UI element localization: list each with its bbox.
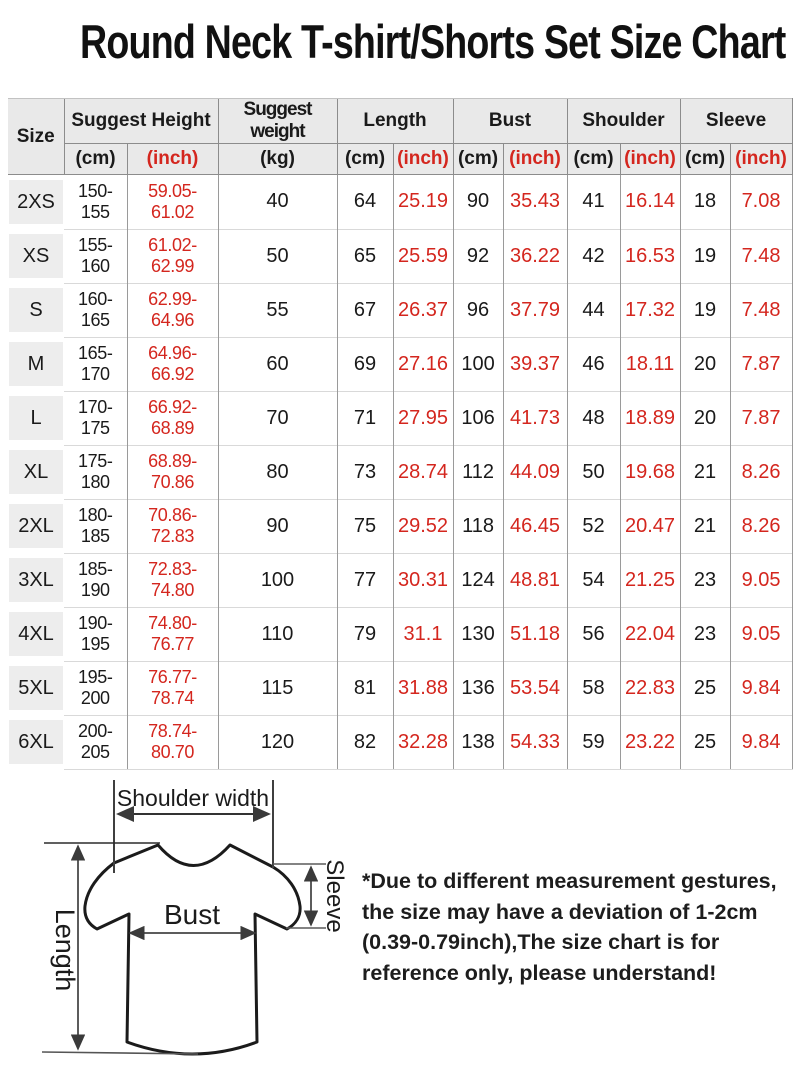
table-row	[8, 553, 792, 607]
size-label: XL	[9, 450, 63, 494]
value-cell: 96	[453, 283, 503, 337]
value-cell: 44	[567, 283, 620, 337]
value-cell: 170-175	[64, 391, 127, 445]
value-cell: 8.26	[730, 445, 792, 499]
value-cell: 18.11	[620, 337, 680, 391]
value-cell: 22.83	[620, 661, 680, 715]
value-cell: 25	[680, 715, 730, 769]
size-cell	[8, 283, 64, 337]
value-cell: 51.18	[503, 607, 567, 661]
value-cell: 138	[453, 715, 503, 769]
value-cell: 9.05	[730, 607, 792, 661]
size-label: 2XL	[9, 504, 63, 548]
size-cell	[8, 661, 64, 715]
unit-sleeve-inch: (inch)	[730, 144, 792, 175]
value-cell: 66.92-68.89	[127, 391, 218, 445]
value-cell: 41.73	[503, 391, 567, 445]
value-cell: 64	[337, 175, 393, 230]
value-cell: 155-160	[64, 229, 127, 283]
value-cell: 82	[337, 715, 393, 769]
value-cell: 60	[218, 337, 337, 391]
value-cell: 25.59	[393, 229, 453, 283]
value-cell: 19.68	[620, 445, 680, 499]
value-cell: 23	[680, 607, 730, 661]
unit-height-inch: (inch)	[127, 144, 218, 175]
value-cell: 118	[453, 499, 503, 553]
unit-length-inch: (inch)	[393, 144, 453, 175]
size-label: S	[9, 288, 63, 332]
value-cell: 21.25	[620, 553, 680, 607]
tshirt-measurement-diagram	[30, 776, 360, 1072]
unit-weight-kg: (kg)	[218, 144, 337, 175]
table-row	[8, 175, 792, 230]
table-row	[8, 715, 792, 769]
length-label: Length	[50, 908, 80, 992]
value-cell: 110	[218, 607, 337, 661]
value-cell: 130	[453, 607, 503, 661]
value-cell: 36.22	[503, 229, 567, 283]
value-cell: 16.14	[620, 175, 680, 230]
value-cell: 46	[567, 337, 620, 391]
value-cell: 69	[337, 337, 393, 391]
table-row	[8, 229, 792, 283]
value-cell: 78.74-80.70	[127, 715, 218, 769]
value-cell: 7.87	[730, 391, 792, 445]
value-cell: 20	[680, 337, 730, 391]
value-cell: 90	[453, 175, 503, 230]
value-cell: 70	[218, 391, 337, 445]
value-cell: 42	[567, 229, 620, 283]
size-cell	[8, 175, 64, 230]
value-cell: 25.19	[393, 175, 453, 230]
value-cell: 9.84	[730, 661, 792, 715]
value-cell: 26.37	[393, 283, 453, 337]
value-cell: 160-165	[64, 283, 127, 337]
value-cell: 100	[218, 553, 337, 607]
value-cell: 48.81	[503, 553, 567, 607]
value-cell: 58	[567, 661, 620, 715]
size-cell	[8, 337, 64, 391]
size-label: 5XL	[9, 666, 63, 710]
value-cell: 28.74	[393, 445, 453, 499]
value-cell: 37.79	[503, 283, 567, 337]
value-cell: 180-185	[64, 499, 127, 553]
value-cell: 39.37	[503, 337, 567, 391]
value-cell: 9.84	[730, 715, 792, 769]
table-row	[8, 607, 792, 661]
value-cell: 21	[680, 445, 730, 499]
value-cell: 54.33	[503, 715, 567, 769]
value-cell: 59	[567, 715, 620, 769]
size-cell	[8, 553, 64, 607]
value-cell: 68.89-70.86	[127, 445, 218, 499]
value-cell: 70.86-72.83	[127, 499, 218, 553]
value-cell: 40	[218, 175, 337, 230]
value-cell: 185-190	[64, 553, 127, 607]
unit-length-cm: (cm)	[337, 144, 393, 175]
size-label: 4XL	[9, 612, 63, 656]
shoulder-width-label: Shoulder width	[116, 785, 270, 811]
bust-label: Bust	[163, 899, 221, 930]
value-cell: 21	[680, 499, 730, 553]
value-cell: 54	[567, 553, 620, 607]
value-cell: 17.32	[620, 283, 680, 337]
value-cell: 62.99-64.96	[127, 283, 218, 337]
value-cell: 7.48	[730, 229, 792, 283]
value-cell: 71	[337, 391, 393, 445]
value-cell: 30.31	[393, 553, 453, 607]
value-cell: 120	[218, 715, 337, 769]
value-cell: 50	[567, 445, 620, 499]
size-label: XS	[9, 234, 63, 278]
size-label: 3XL	[9, 558, 63, 602]
size-table-container	[8, 98, 792, 770]
size-label: M	[9, 342, 63, 386]
value-cell: 44.09	[503, 445, 567, 499]
value-cell: 27.95	[393, 391, 453, 445]
value-cell: 18	[680, 175, 730, 230]
value-cell: 165-170	[64, 337, 127, 391]
header-size: Size	[8, 99, 64, 175]
header-bust: Bust	[453, 99, 567, 144]
header-length: Length	[337, 99, 453, 144]
value-cell: 175-180	[64, 445, 127, 499]
table-row	[8, 283, 792, 337]
value-cell: 61.02-62.99	[127, 229, 218, 283]
value-cell: 115	[218, 661, 337, 715]
value-cell: 81	[337, 661, 393, 715]
value-cell: 65	[337, 229, 393, 283]
value-cell: 76.77-78.74	[127, 661, 218, 715]
header-shoulder: Shoulder	[567, 99, 680, 144]
unit-shoulder-cm: (cm)	[567, 144, 620, 175]
size-label: L	[9, 396, 63, 440]
value-cell: 73	[337, 445, 393, 499]
value-cell: 50	[218, 229, 337, 283]
value-cell: 106	[453, 391, 503, 445]
value-cell: 32.28	[393, 715, 453, 769]
value-cell: 92	[453, 229, 503, 283]
value-cell: 25	[680, 661, 730, 715]
tshirt-outline	[85, 845, 300, 1054]
value-cell: 67	[337, 283, 393, 337]
unit-height-cm: (cm)	[64, 144, 127, 175]
value-cell: 79	[337, 607, 393, 661]
unit-shoulder-inch: (inch)	[620, 144, 680, 175]
value-cell: 100	[453, 337, 503, 391]
value-cell: 200-205	[64, 715, 127, 769]
table-row	[8, 499, 792, 553]
unit-bust-inch: (inch)	[503, 144, 567, 175]
size-cell	[8, 499, 64, 553]
measurement-note: *Due to different measurement gestures, the size may have a deviation of 1-2cm (0.39-0.79inch),The size chart is for reference only, please understand!	[362, 869, 777, 985]
value-cell: 195-200	[64, 661, 127, 715]
value-cell: 27.16	[393, 337, 453, 391]
value-cell: 8.26	[730, 499, 792, 553]
value-cell: 31.88	[393, 661, 453, 715]
value-cell: 29.52	[393, 499, 453, 553]
value-cell: 75	[337, 499, 393, 553]
value-cell: 150-155	[64, 175, 127, 230]
value-cell: 18.89	[620, 391, 680, 445]
size-label: 2XS	[9, 180, 63, 224]
size-cell	[8, 229, 64, 283]
value-cell: 48	[567, 391, 620, 445]
unit-sleeve-cm: (cm)	[680, 144, 730, 175]
value-cell: 7.87	[730, 337, 792, 391]
size-cell	[8, 715, 64, 769]
table-header	[8, 99, 792, 175]
value-cell: 124	[453, 553, 503, 607]
size-cell	[8, 391, 64, 445]
value-cell: 77	[337, 553, 393, 607]
value-cell: 7.48	[730, 283, 792, 337]
value-cell: 35.43	[503, 175, 567, 230]
header-sleeve: Sleeve	[680, 99, 792, 144]
value-cell: 56	[567, 607, 620, 661]
header-suggest-weight: Suggest weight	[218, 99, 337, 144]
value-cell: 23	[680, 553, 730, 607]
value-cell: 31.1	[393, 607, 453, 661]
value-cell: 64.96-66.92	[127, 337, 218, 391]
value-cell: 52	[567, 499, 620, 553]
value-cell: 20	[680, 391, 730, 445]
size-table-body	[8, 175, 792, 770]
table-row	[8, 337, 792, 391]
value-cell: 22.04	[620, 607, 680, 661]
value-cell: 23.22	[620, 715, 680, 769]
value-cell: 19	[680, 283, 730, 337]
size-cell	[8, 607, 64, 661]
value-cell: 190-195	[64, 607, 127, 661]
value-cell: 7.08	[730, 175, 792, 230]
value-cell: 9.05	[730, 553, 792, 607]
value-cell: 74.80-76.77	[127, 607, 218, 661]
value-cell: 20.47	[620, 499, 680, 553]
size-label: 6XL	[9, 720, 63, 764]
sleeve-label: Sleeve	[321, 859, 348, 933]
value-cell: 41	[567, 175, 620, 230]
value-cell: 55	[218, 283, 337, 337]
value-cell: 59.05-61.02	[127, 175, 218, 230]
value-cell: 19	[680, 229, 730, 283]
value-cell: 46.45	[503, 499, 567, 553]
header-suggest-height: Suggest Height	[64, 99, 218, 144]
size-cell	[8, 445, 64, 499]
value-cell: 72.83-74.80	[127, 553, 218, 607]
page-title: Round Neck T-shirt/Shorts Set Size Chart	[80, 15, 786, 68]
size-chart-table	[8, 98, 793, 770]
value-cell: 136	[453, 661, 503, 715]
table-row	[8, 445, 792, 499]
unit-bust-cm: (cm)	[453, 144, 503, 175]
value-cell: 53.54	[503, 661, 567, 715]
value-cell: 112	[453, 445, 503, 499]
value-cell: 90	[218, 499, 337, 553]
table-row	[8, 661, 792, 715]
table-row	[8, 391, 792, 445]
value-cell: 80	[218, 445, 337, 499]
value-cell: 16.53	[620, 229, 680, 283]
